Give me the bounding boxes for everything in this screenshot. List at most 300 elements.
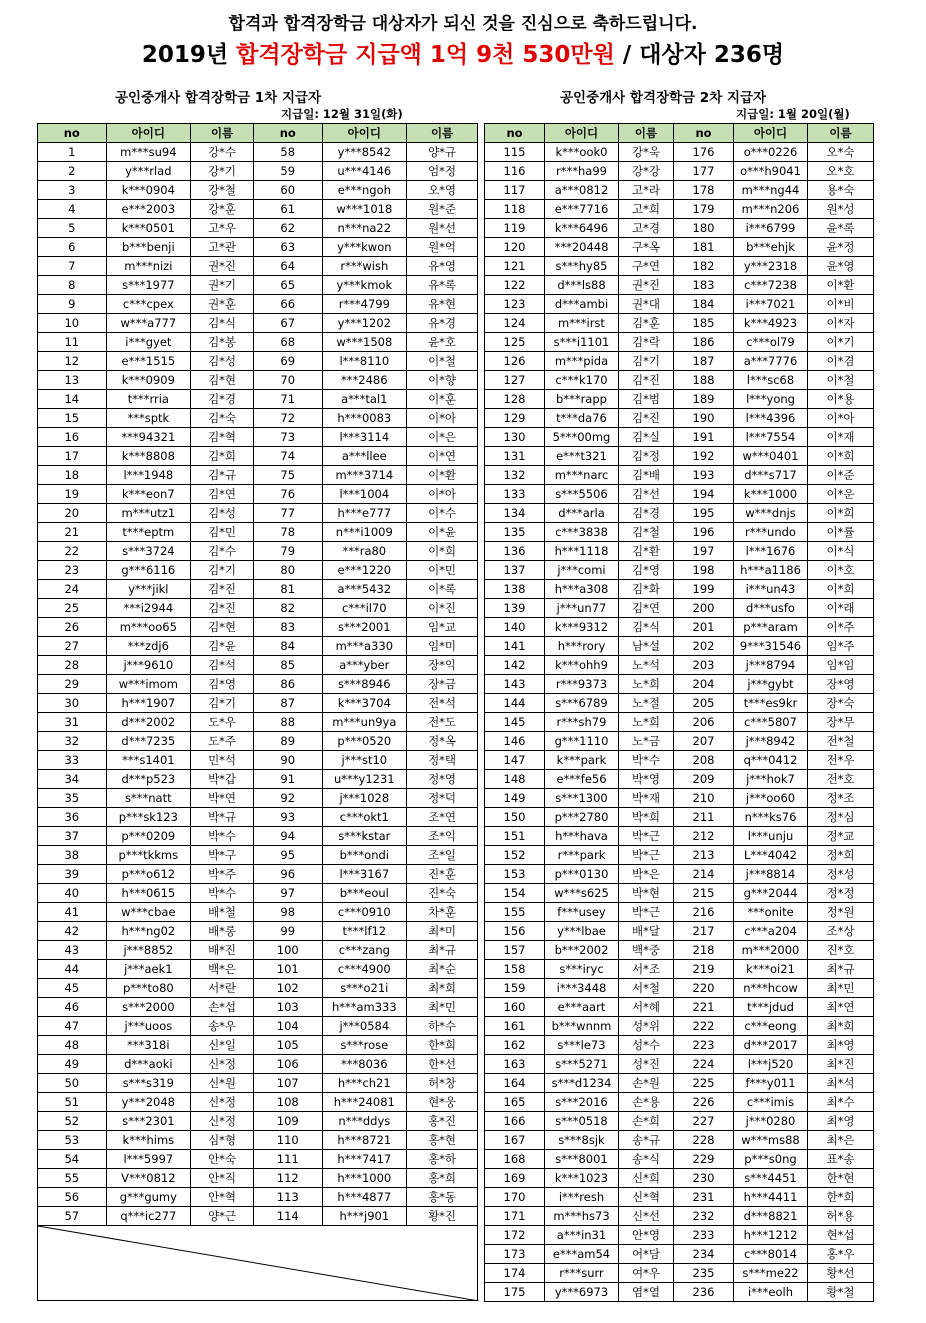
- col-header-no: no: [38, 124, 107, 143]
- cell-name: 김*윤: [191, 637, 254, 656]
- table-row: [485, 751, 874, 770]
- cell-no: 85: [253, 656, 322, 675]
- cell-no: 107: [253, 1074, 322, 1093]
- cell-name: 김*규: [191, 466, 254, 485]
- table-row: [38, 732, 478, 751]
- cell-id: c***k170: [545, 371, 619, 390]
- cell-id: m***n206: [734, 200, 808, 219]
- cell-name: 홍*하: [407, 1150, 478, 1169]
- cell-name: 이*철: [808, 371, 874, 390]
- table-row: [485, 181, 874, 200]
- cell-name: 박*수: [191, 827, 254, 846]
- cell-name: 이*희: [808, 504, 874, 523]
- cell-id: c***imis: [734, 1093, 808, 1112]
- cell-name: 김*영: [619, 561, 674, 580]
- cell-no: 204: [674, 675, 734, 694]
- cell-no: 83: [253, 618, 322, 637]
- cell-id: h***a1186: [734, 561, 808, 580]
- table-row: [485, 979, 874, 998]
- summary-prefix: 2019년: [141, 42, 237, 68]
- cell-name: 이*은: [407, 428, 478, 447]
- cell-no: 67: [253, 314, 322, 333]
- cell-id: ***ra80: [322, 542, 407, 561]
- cell-no: 141: [485, 637, 545, 656]
- cell-name: 최*규: [407, 941, 478, 960]
- cell-name: 한*희: [808, 1188, 874, 1207]
- cell-no: 10: [38, 314, 107, 333]
- cell-name: 김*식: [191, 314, 254, 333]
- cell-name: 홍*진: [407, 1112, 478, 1131]
- cell-id: e***1515: [106, 352, 191, 371]
- cell-no: 189: [674, 390, 734, 409]
- cell-name: 이*아: [407, 485, 478, 504]
- cell-name: 구*연: [619, 257, 674, 276]
- table-row: [38, 941, 478, 960]
- cell-id: s***rose: [322, 1036, 407, 1055]
- cell-no: 89: [253, 732, 322, 751]
- table-row: [38, 903, 478, 922]
- table-row: [38, 561, 478, 580]
- cell-no: 229: [674, 1150, 734, 1169]
- cell-name: 신*정: [191, 1055, 254, 1074]
- cell-no: 43: [38, 941, 107, 960]
- cell-name: 김*진: [619, 371, 674, 390]
- cell-name: 배*진: [191, 941, 254, 960]
- cell-name: 하*수: [407, 1017, 478, 1036]
- cell-id: c***4900: [322, 960, 407, 979]
- cell-no: 157: [485, 941, 545, 960]
- cell-no: 183: [674, 276, 734, 295]
- cell-no: 100: [253, 941, 322, 960]
- cell-id: k***eon7: [106, 485, 191, 504]
- cell-id: l***j520: [734, 1055, 808, 1074]
- cell-id: k***8808: [106, 447, 191, 466]
- cell-name: 박*주: [191, 865, 254, 884]
- cell-name: 유*경: [407, 314, 478, 333]
- cell-no: 202: [674, 637, 734, 656]
- cell-name: 이*연: [407, 447, 478, 466]
- cell-id: s***3724: [106, 542, 191, 561]
- cell-id: t***rria: [106, 390, 191, 409]
- cell-no: 121: [485, 257, 545, 276]
- table-row: [38, 713, 478, 732]
- cell-name: 신*희: [619, 1169, 674, 1188]
- cell-no: 15: [38, 409, 107, 428]
- cell-id: L***4042: [734, 846, 808, 865]
- cell-no: 206: [674, 713, 734, 732]
- table-row: [485, 295, 874, 314]
- cell-id: i***gyet: [106, 333, 191, 352]
- cell-name: 정*원: [808, 903, 874, 922]
- cell-name: 서*조: [619, 960, 674, 979]
- cell-name: 박*수: [191, 884, 254, 903]
- cell-no: 19: [38, 485, 107, 504]
- cell-no: 54: [38, 1150, 107, 1169]
- cell-no: 64: [253, 257, 322, 276]
- cell-no: 147: [485, 751, 545, 770]
- cell-name: 김*기: [191, 694, 254, 713]
- cell-no: 52: [38, 1112, 107, 1131]
- cell-no: 50: [38, 1074, 107, 1093]
- table-row: [485, 770, 874, 789]
- col-header-no: no: [485, 124, 545, 143]
- cell-id: l***1004: [322, 485, 407, 504]
- cell-name: 박*갑: [191, 770, 254, 789]
- cell-name: 장*금: [407, 675, 478, 694]
- table-row: [38, 542, 478, 561]
- cell-no: 24: [38, 580, 107, 599]
- second-payout-table: [484, 123, 874, 1302]
- cell-no: 207: [674, 732, 734, 751]
- cell-no: 102: [253, 979, 322, 998]
- cell-name: 양*근: [191, 1207, 254, 1226]
- cell-id: d***2002: [106, 713, 191, 732]
- cell-name: 임*주: [808, 637, 874, 656]
- cell-id: y***2048: [106, 1093, 191, 1112]
- table-row: [38, 200, 478, 219]
- cell-no: 128: [485, 390, 545, 409]
- cell-name: 고*관: [191, 238, 254, 257]
- table-row: [485, 390, 874, 409]
- cell-id: h***ng02: [106, 922, 191, 941]
- cell-no: 196: [674, 523, 734, 542]
- cell-name: 최*진: [808, 1055, 874, 1074]
- cell-id: h***am333: [322, 998, 407, 1017]
- cell-no: 73: [253, 428, 322, 447]
- cell-id: r***wish: [322, 257, 407, 276]
- cell-id: t***es9kr: [734, 694, 808, 713]
- cell-no: 194: [674, 485, 734, 504]
- table-row: [485, 827, 874, 846]
- cell-name: 서*철: [619, 979, 674, 998]
- table-row: [38, 276, 478, 295]
- cell-no: 162: [485, 1036, 545, 1055]
- cell-name: 백*중: [619, 941, 674, 960]
- cell-name: 임*교: [407, 618, 478, 637]
- cell-id: a***in31: [545, 1226, 619, 1245]
- cell-id: j***uoos: [106, 1017, 191, 1036]
- table-row: [485, 1036, 874, 1055]
- cell-id: a***llee: [322, 447, 407, 466]
- cell-id: j***un77: [545, 599, 619, 618]
- cell-id: o***h9041: [734, 162, 808, 181]
- cell-no: 106: [253, 1055, 322, 1074]
- table-row: [485, 276, 874, 295]
- cell-name: 강*수: [191, 143, 254, 162]
- table-row: [38, 1150, 478, 1169]
- cell-name: 조*상: [808, 922, 874, 941]
- cell-id: b***2002: [545, 941, 619, 960]
- cell-id: e***fe56: [545, 770, 619, 789]
- cell-no: 76: [253, 485, 322, 504]
- cell-no: 32: [38, 732, 107, 751]
- cell-no: 226: [674, 1093, 734, 1112]
- cell-no: 134: [485, 504, 545, 523]
- cell-name: 신*정: [191, 1093, 254, 1112]
- cell-name: 이*운: [808, 485, 874, 504]
- cell-id: c***okt1: [322, 808, 407, 827]
- cell-no: 230: [674, 1169, 734, 1188]
- cell-no: 3: [38, 181, 107, 200]
- cell-id: e***1220: [322, 561, 407, 580]
- col-header-name: 이름: [619, 124, 674, 143]
- cell-no: 214: [674, 865, 734, 884]
- cell-no: 135: [485, 523, 545, 542]
- cell-no: 92: [253, 789, 322, 808]
- cell-id: i***un43: [734, 580, 808, 599]
- cell-id: ***20448: [545, 238, 619, 257]
- summary-suffix: / 대상자 236명: [614, 42, 785, 68]
- cell-no: 70: [253, 371, 322, 390]
- cell-id: m***su94: [106, 143, 191, 162]
- cell-name: 이*비: [808, 295, 874, 314]
- cell-no: 34: [38, 770, 107, 789]
- cell-id: 9***31546: [734, 637, 808, 656]
- cell-no: 178: [674, 181, 734, 200]
- cell-no: 163: [485, 1055, 545, 1074]
- cell-id: h***4411: [734, 1188, 808, 1207]
- cell-id: s***4451: [734, 1169, 808, 1188]
- cell-no: 78: [253, 523, 322, 542]
- cell-id: d***7235: [106, 732, 191, 751]
- cell-name: 최*민: [407, 998, 478, 1017]
- cell-name: 박*규: [191, 808, 254, 827]
- table-row: [485, 1169, 874, 1188]
- cell-no: 180: [674, 219, 734, 238]
- cell-id: h***j901: [322, 1207, 407, 1226]
- cell-name: 박*현: [619, 884, 674, 903]
- cell-id: p***to80: [106, 979, 191, 998]
- cell-id: j***comi: [545, 561, 619, 580]
- cell-no: 91: [253, 770, 322, 789]
- cell-id: u***y1231: [322, 770, 407, 789]
- cell-id: a***yber: [322, 656, 407, 675]
- cell-name: 유*록: [407, 276, 478, 295]
- cell-name: 손*용: [619, 1093, 674, 1112]
- cell-no: 86: [253, 675, 322, 694]
- cell-name: 강*철: [191, 181, 254, 200]
- cell-name: 이*자: [808, 314, 874, 333]
- table-row: [485, 1055, 874, 1074]
- cell-no: 197: [674, 542, 734, 561]
- cell-name: 황*진: [407, 1207, 478, 1226]
- cell-no: 38: [38, 846, 107, 865]
- cell-no: 146: [485, 732, 545, 751]
- table-row: [38, 1131, 478, 1150]
- table-row: [485, 466, 874, 485]
- cell-name: 손*원: [619, 1074, 674, 1093]
- cell-name: 안*혁: [191, 1188, 254, 1207]
- cell-no: 148: [485, 770, 545, 789]
- cell-id: e***2003: [106, 200, 191, 219]
- cell-name: 허*창: [407, 1074, 478, 1093]
- table-row: [485, 371, 874, 390]
- cell-name: 송*우: [191, 1017, 254, 1036]
- cell-name: 박*희: [619, 808, 674, 827]
- cell-no: 40: [38, 884, 107, 903]
- cell-no: 20: [38, 504, 107, 523]
- cell-name: 최*미: [407, 922, 478, 941]
- cell-id: ***8036: [322, 1055, 407, 1074]
- table-row: [485, 1112, 874, 1131]
- cell-no: 216: [674, 903, 734, 922]
- table-row: [485, 162, 874, 181]
- cell-name: 이*희: [407, 542, 478, 561]
- cell-no: 26: [38, 618, 107, 637]
- cell-no: 171: [485, 1207, 545, 1226]
- cell-no: 101: [253, 960, 322, 979]
- cell-name: 배*롱: [191, 922, 254, 941]
- cell-name: 현*웅: [407, 1093, 478, 1112]
- cell-name: 성*수: [619, 1036, 674, 1055]
- cell-no: 17: [38, 447, 107, 466]
- cell-id: s***8001: [545, 1150, 619, 1169]
- cell-name: 유*영: [407, 257, 478, 276]
- table-row: [38, 352, 478, 371]
- cell-name: 김*기: [619, 352, 674, 371]
- cell-id: k***ohh9: [545, 656, 619, 675]
- cell-name: 정*조: [808, 789, 874, 808]
- cell-name: 최*영: [808, 1112, 874, 1131]
- cell-name: 박*구: [191, 846, 254, 865]
- cell-no: 2: [38, 162, 107, 181]
- cell-name: 최*은: [808, 1131, 874, 1150]
- cell-id: y***8542: [322, 143, 407, 162]
- cell-id: p***0130: [545, 865, 619, 884]
- cell-name: 노*희: [619, 675, 674, 694]
- cell-no: 113: [253, 1188, 322, 1207]
- cell-id: w***1018: [322, 200, 407, 219]
- cell-name: 한*선: [407, 1055, 478, 1074]
- cell-id: q***ic277: [106, 1207, 191, 1226]
- cell-id: g***6116: [106, 561, 191, 580]
- cell-id: c***zang: [322, 941, 407, 960]
- cell-id: p***2780: [545, 808, 619, 827]
- table-row: [38, 1112, 478, 1131]
- cell-name: 권*진: [619, 276, 674, 295]
- cell-id: b***eoul: [322, 884, 407, 903]
- cell-no: 90: [253, 751, 322, 770]
- cell-id: s***6789: [545, 694, 619, 713]
- cell-no: 97: [253, 884, 322, 903]
- table-row: [38, 637, 478, 656]
- cell-no: 174: [485, 1264, 545, 1283]
- cell-id: m***irst: [545, 314, 619, 333]
- cell-no: 44: [38, 960, 107, 979]
- cell-name: 강*욱: [619, 143, 674, 162]
- table-row: [38, 1169, 478, 1188]
- cell-name: 김*락: [619, 333, 674, 352]
- cell-name: 한*현: [808, 1169, 874, 1188]
- cell-no: 203: [674, 656, 734, 675]
- cell-name: 박*수: [619, 751, 674, 770]
- cell-id: r***undo: [734, 523, 808, 542]
- cell-id: h***1212: [734, 1226, 808, 1245]
- cell-id: V***0812: [106, 1169, 191, 1188]
- cell-id: k***1023: [545, 1169, 619, 1188]
- table-row: [38, 846, 478, 865]
- table-row: [485, 865, 874, 884]
- cell-no: 58: [253, 143, 322, 162]
- cell-id: w***1508: [322, 333, 407, 352]
- cell-id: l***3114: [322, 428, 407, 447]
- cell-no: 124: [485, 314, 545, 333]
- table-row: [485, 485, 874, 504]
- cell-id: k***park: [545, 751, 619, 770]
- cell-id: c***ol79: [734, 333, 808, 352]
- cell-name: 여*우: [619, 1264, 674, 1283]
- cell-no: 41: [38, 903, 107, 922]
- table-row: [485, 542, 874, 561]
- cell-id: h***e777: [322, 504, 407, 523]
- cell-name: 임*미: [407, 637, 478, 656]
- cell-id: ***2486: [322, 371, 407, 390]
- cell-id: k***0909: [106, 371, 191, 390]
- table-row: [485, 238, 874, 257]
- cell-no: 103: [253, 998, 322, 1017]
- cell-id: d***p523: [106, 770, 191, 789]
- cell-id: l***1676: [734, 542, 808, 561]
- cell-no: 185: [674, 314, 734, 333]
- summary-amount: 합격장학금 지급액 1억 9천 530만원: [236, 42, 615, 68]
- table-row: [38, 428, 478, 447]
- table-row: [38, 1074, 478, 1093]
- table-row: [485, 352, 874, 371]
- cell-no: 42: [38, 922, 107, 941]
- cell-name: 박*재: [619, 789, 674, 808]
- cell-no: 170: [485, 1188, 545, 1207]
- cell-no: 182: [674, 257, 734, 276]
- cell-id: d***ambi: [545, 295, 619, 314]
- table-row: [485, 960, 874, 979]
- cell-no: 179: [674, 200, 734, 219]
- table-row: [485, 789, 874, 808]
- cell-no: 12: [38, 352, 107, 371]
- table-row: [38, 1207, 478, 1226]
- cell-name: 신*혁: [619, 1188, 674, 1207]
- table-row: [485, 656, 874, 675]
- cell-no: 87: [253, 694, 322, 713]
- cell-id: ***i2944: [106, 599, 191, 618]
- cell-no: 82: [253, 599, 322, 618]
- cell-name: 손*희: [619, 1112, 674, 1131]
- cell-name: 권*훈: [191, 295, 254, 314]
- cell-no: 98: [253, 903, 322, 922]
- cell-name: 원*준: [407, 200, 478, 219]
- cell-name: 김*연: [191, 485, 254, 504]
- cell-id: p***o612: [106, 865, 191, 884]
- cell-id: b***ondi: [322, 846, 407, 865]
- cell-name: 강*훈: [191, 200, 254, 219]
- cell-name: 황*선: [808, 1264, 874, 1283]
- cell-no: 231: [674, 1188, 734, 1207]
- cell-id: w***imom: [106, 675, 191, 694]
- table-row: [485, 1074, 874, 1093]
- cell-name: 구*옥: [619, 238, 674, 257]
- first-section-date: 지급일: 12월 31일(화): [281, 107, 403, 121]
- cell-name: 강*기: [191, 162, 254, 181]
- cell-no: 175: [485, 1283, 545, 1302]
- cell-id: n***ddys: [322, 1112, 407, 1131]
- cell-name: 이*윤: [407, 523, 478, 542]
- cell-name: 엄*정: [407, 162, 478, 181]
- cell-id: a***0812: [545, 181, 619, 200]
- cell-id: y***rlad: [106, 162, 191, 181]
- cell-id: j***hok7: [734, 770, 808, 789]
- cell-id: p***aram: [734, 618, 808, 637]
- cell-no: 36: [38, 808, 107, 827]
- cell-no: 125: [485, 333, 545, 352]
